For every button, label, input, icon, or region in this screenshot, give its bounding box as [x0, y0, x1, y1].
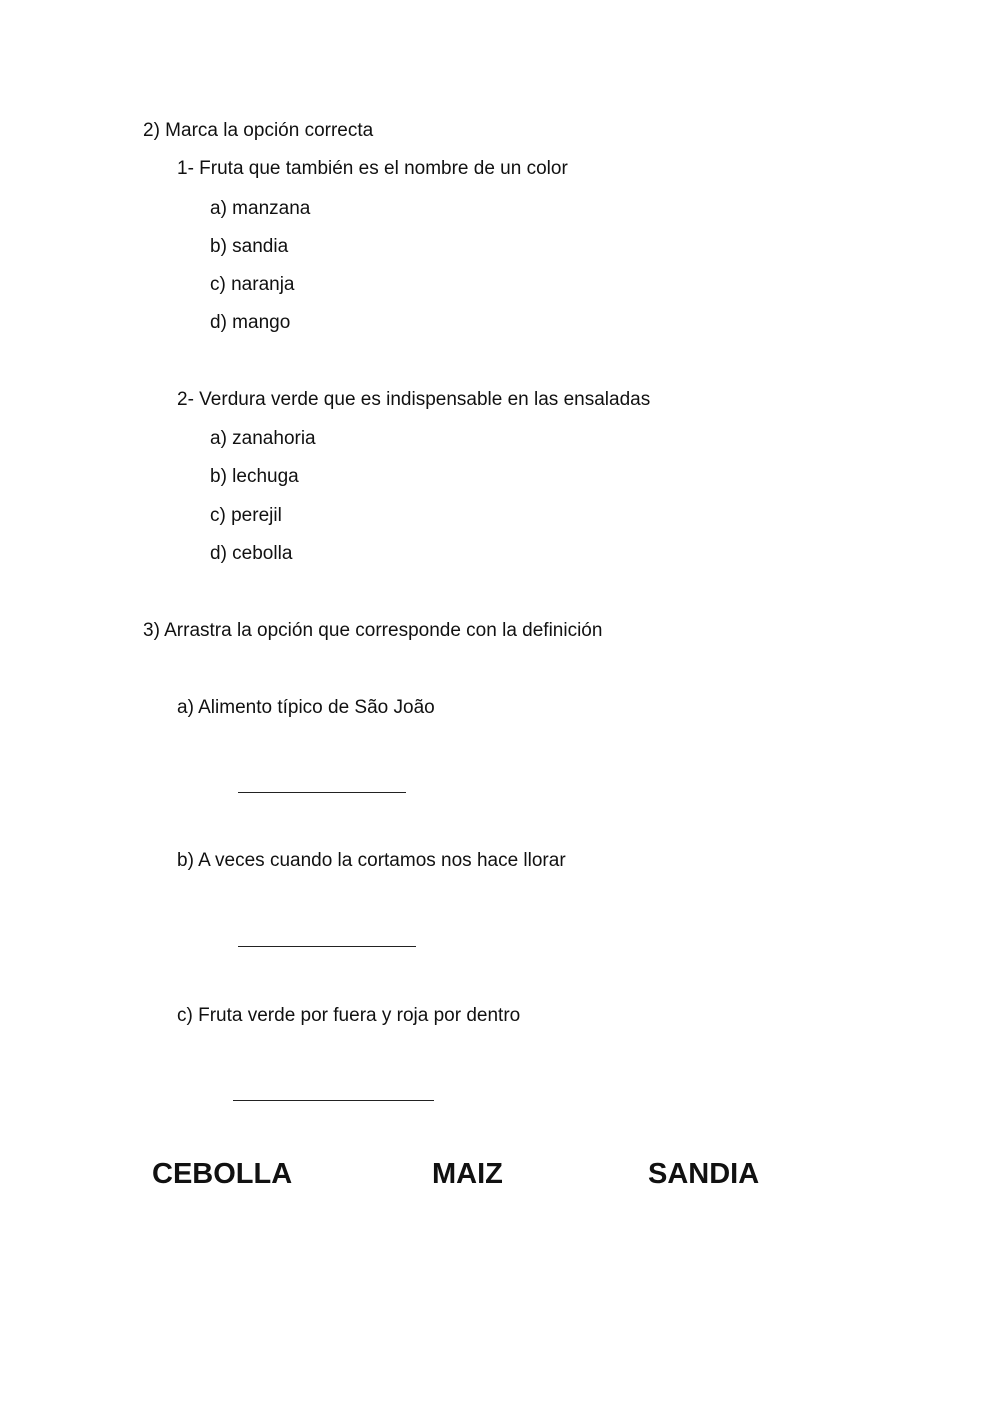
question-1-option-d[interactable]: d) mango [210, 312, 291, 333]
question-1-option-a[interactable]: a) manzana [210, 198, 311, 219]
drag-word-sandia[interactable]: SANDIA [648, 1158, 760, 1190]
section-2-title: 2) Marca la opción correcta [143, 120, 374, 141]
drop-blank-c[interactable] [233, 1100, 434, 1101]
definition-a: a) Alimento típico de São João [177, 697, 435, 718]
definition-b: b) A veces cuando la cortamos nos hace llorar [177, 850, 566, 871]
question-2-option-b[interactable]: b) lechuga [210, 466, 299, 487]
question-1-option-b[interactable]: b) sandia [210, 236, 289, 257]
question-1-option-c[interactable]: c) naranja [210, 274, 295, 295]
drag-word-maiz[interactable]: MAIZ [432, 1158, 503, 1190]
question-2-option-a[interactable]: a) zanahoria [210, 428, 316, 449]
section-3-title: 3) Arrastra la opción que corresponde con la definición [143, 620, 603, 641]
drag-word-cebolla[interactable]: CEBOLLA [152, 1158, 293, 1190]
question-2-option-c[interactable]: c) perejil [210, 505, 282, 526]
definition-c: c) Fruta verde por fuera y roja por dentro [177, 1005, 521, 1026]
question-2-prompt: 2- Verdura verde que es indispensable en las ensaladas [177, 389, 651, 410]
question-2-option-d[interactable]: d) cebolla [210, 543, 293, 564]
drop-blank-a[interactable] [238, 792, 406, 793]
drop-blank-b[interactable] [238, 946, 416, 947]
question-1-prompt: 1- Fruta que también es el nombre de un color [177, 158, 568, 179]
